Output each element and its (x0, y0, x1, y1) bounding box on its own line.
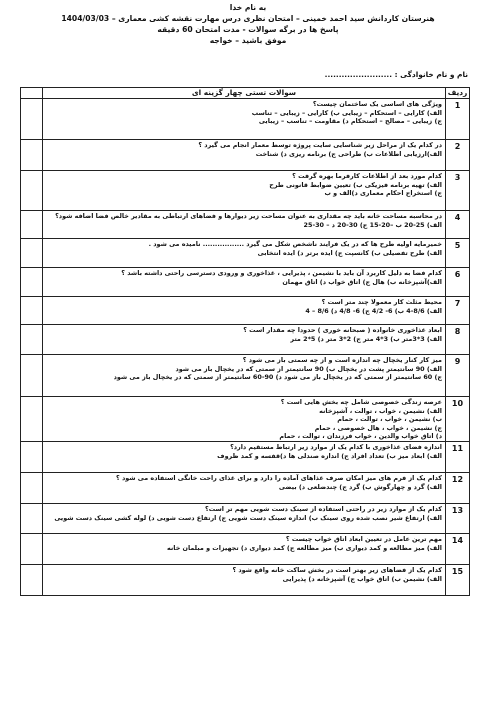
question-number: 4 (446, 211, 470, 239)
answer-options: الف)ارزیابی اطلاعات ب) طراحی ج) برنامه ریزی د) شناخت (255, 149, 442, 158)
question-text: عرصه زندگی خصوصی شامل چه بخش هایی است ؟ (280, 398, 442, 406)
answer-options: الف) ارتفاع شیر نصب شده روی سینک ب) اندازه سینک دست شویی ج) ارتفاع دست شویی د) لوله کشی سینک دست شویی (54, 513, 442, 522)
exam-header (0, 2, 496, 46)
answer-options: الف) طرح تفصیلی ب) کانسپت ج) ایده برتر د) ایده انتخابی (257, 248, 442, 257)
exam-greeting: موفق باشید – خواجه (209, 36, 287, 45)
question-row (21, 397, 470, 442)
question-text: محیط مثلث کار معمولا چند متر است ؟ (321, 298, 442, 306)
question-number: 9 (446, 355, 470, 397)
question-text: میز کار کنار یخچال چه اندازه است و از چه سمتی باز می شود ؟ (242, 356, 442, 364)
grade-cell (21, 325, 43, 355)
answer-options: الف) گرد و چهارگوش ب) گرد ج) چندضلعی د) بیضی (278, 482, 442, 491)
question-row (21, 140, 470, 171)
answer-options: د) اتاق خواب والدین ، خواب فرزندان ، توالت ، حمام (279, 432, 442, 441)
question-body (43, 472, 446, 503)
grade-cell (21, 397, 43, 442)
grade-cell (21, 503, 43, 533)
col-title-header: سوالات تستی چهار گزینه ای (43, 88, 446, 99)
question-text: خمیرمایه اولیه طرح ها که در یک فرایند ناشخص شکل می گیرد ................. نامیده می شود . (148, 240, 442, 248)
question-text: کدام یک از فرم های میز امکان صرف غذاهای آماده را دارد و برای غذای راحت خانگی استفاده می شود ؟ (116, 473, 442, 482)
answer-options: ج) زیبایی – مصالح – استحکام د) مقاومت – تناسب – زیبایی (258, 117, 442, 126)
answer-options: ج) نشیمن ، خواب ، هال خصوصی ، حمام (314, 423, 442, 432)
question-row (21, 211, 470, 239)
question-body (43, 171, 446, 211)
grade-cell (21, 99, 43, 140)
question-row (21, 239, 470, 268)
grade-cell (21, 297, 43, 325)
question-row (21, 325, 470, 355)
question-body (43, 140, 446, 171)
question-row (21, 441, 470, 472)
question-number: 14 (446, 533, 470, 564)
col-grade-header (21, 88, 43, 99)
question-row (21, 533, 470, 564)
grade-cell (21, 564, 43, 595)
question-number: 3 (446, 171, 470, 211)
answer-options: ب) نشیمن ، خواب ، توالت ، حمام (337, 415, 442, 424)
question-row (21, 297, 470, 325)
question-body (43, 397, 446, 442)
answer-options: ج) 60 سانتیمتر از سمتی که در یخچال باز می شود د) 90-60 سانتیمتر از سمتی که در یخچال باز می شود (113, 373, 442, 382)
question-text: کدام مورد بعد از اطلاعات کارفرما بهره گرفت ؟ (292, 172, 442, 180)
grade-cell (21, 239, 43, 268)
question-text: ابعاد غذاخوری خانواده ( صبحانه خوری ) حدودا چه مقدار است ؟ (243, 326, 442, 334)
question-number: 10 (446, 397, 470, 442)
question-text: مهم ترین عامل در تعیین ابعاد اتاق خواب چیست ؟ (285, 534, 442, 543)
question-body (43, 297, 446, 325)
question-row (21, 472, 470, 503)
question-number: 7 (446, 297, 470, 325)
question-text: در کدام یک از مراحل زیر شناسایی سایت پروژه توسط معمار انجام می گیرد ؟ (198, 141, 442, 149)
grade-cell (21, 441, 43, 472)
answer-options: الف) 90 سانتیمتر پشت در یخچال ب) 90 سانتیمتر از سمتی که در یخچال باز می شود (175, 364, 442, 373)
answer-options: الف) نشیمن ، خواب ، توالت ، آشپزخانه (319, 406, 442, 415)
answer-options: ج) استخراج احکام معماری د)الف و ب (324, 189, 442, 198)
question-row (21, 564, 470, 595)
question-row (21, 99, 470, 140)
question-number: 13 (446, 503, 470, 533)
question-row (21, 355, 470, 397)
col-number-header: ردیف (446, 88, 470, 99)
question-number: 15 (446, 564, 470, 595)
student-name-field: نام و نام خانوادگی : ........................ (324, 70, 468, 79)
question-body (43, 211, 446, 239)
question-text: کدام یک از موارد زیر در راحتی استفاده از سینک دست شویی مهم تر است؟ (205, 504, 442, 513)
school-exam-title: هنرستان کاردانش سید احمد خمینی – امتحان نظری درس مهارت نقشه کشی معماری – 1404/03/03 (61, 14, 435, 23)
answer-options: الف) 3*3متر ب) 3*4 متر ج) 2*3 متر د) 5*2 متر (290, 334, 442, 343)
question-body (43, 503, 446, 533)
grade-cell (21, 472, 43, 503)
question-text: اندازه فضای غذاخوری با کدام یک از موارد زیر ارتباط مستقیم دارد؟ (230, 442, 442, 451)
question-number: 5 (446, 239, 470, 268)
answer-options: الف) 25-20 ب –20-15 ج) 30-20 د – 30-25 (303, 220, 442, 229)
question-row (21, 171, 470, 211)
question-number: 1 (446, 99, 470, 140)
question-row (21, 268, 470, 297)
grade-cell (21, 171, 43, 211)
basmala: به نام خدا (229, 3, 267, 12)
answer-options: الف) میز مطالعه و کمد دیواری ب) میز مطالعه ج) کمد دیواری د) تجهیزات و مبلمان خانه (167, 543, 442, 552)
answer-options: الف) تهیه برنامه فیزیکی ب) تعیین ضوابط قانونی طرح (269, 180, 442, 189)
exam-instructions: پاسخ ها در برگه سوالات - مدت امتحان 60 دقیقه (157, 25, 339, 34)
grade-cell (21, 268, 43, 297)
questions-table (20, 87, 470, 596)
grade-cell (21, 140, 43, 171)
answer-options: الف) 8/6-4 ب) 6- 4/2 ج) 6- 4/8 د) 8/6 – 4 (305, 306, 442, 315)
question-row (21, 503, 470, 533)
question-text: کدام یک از فضاهای زیر بهتر است در بخش ساکت خانه واقع شود ؟ (232, 565, 442, 574)
question-number: 11 (446, 441, 470, 472)
grade-cell (21, 355, 43, 397)
answer-options: الف) نشیمن ب) اتاق خواب ج) آشپزخانه د) پذیرایی (282, 574, 442, 583)
question-body (43, 239, 446, 268)
question-body (43, 441, 446, 472)
question-body (43, 99, 446, 140)
answer-options: الف) ابعاد میز ب) تعداد افراد ج) اندازه صندلی ها د)قفسه و کمد ظروف (217, 451, 442, 460)
question-text: ویژگی های اساسی یک ساختمان چیست؟ (312, 100, 442, 108)
question-text: در محاسبه مساحت خانه باید چه مقداری به عنوان مساحت زیر دیوارها و فضاهای ارتباطی به مقادیر خالص فضا اضافه شود؟ (55, 212, 442, 220)
grade-cell (21, 533, 43, 564)
question-body (43, 533, 446, 564)
question-number: 6 (446, 268, 470, 297)
question-number: 2 (446, 140, 470, 171)
table-header-row (21, 88, 470, 99)
question-body (43, 564, 446, 595)
question-body (43, 355, 446, 397)
answer-options: الف) کارایی – استحکام – زیبایی ب) کارایی – زیبایی – تناسب (251, 108, 442, 117)
answer-options: الف)آشپزخانه ب) هال ج) اتاق خواب د) اتاق مهمان (282, 277, 442, 286)
question-number: 12 (446, 472, 470, 503)
question-number: 8 (446, 325, 470, 355)
question-body (43, 325, 446, 355)
grade-cell (21, 211, 43, 239)
question-text: کدام فضا به دلیل کاربرد آن باید با نشیمن ، پذیرایی ، غذاخوری و ورودی دسترسی راحتی داشته باشد ؟ (121, 269, 442, 277)
question-body (43, 268, 446, 297)
